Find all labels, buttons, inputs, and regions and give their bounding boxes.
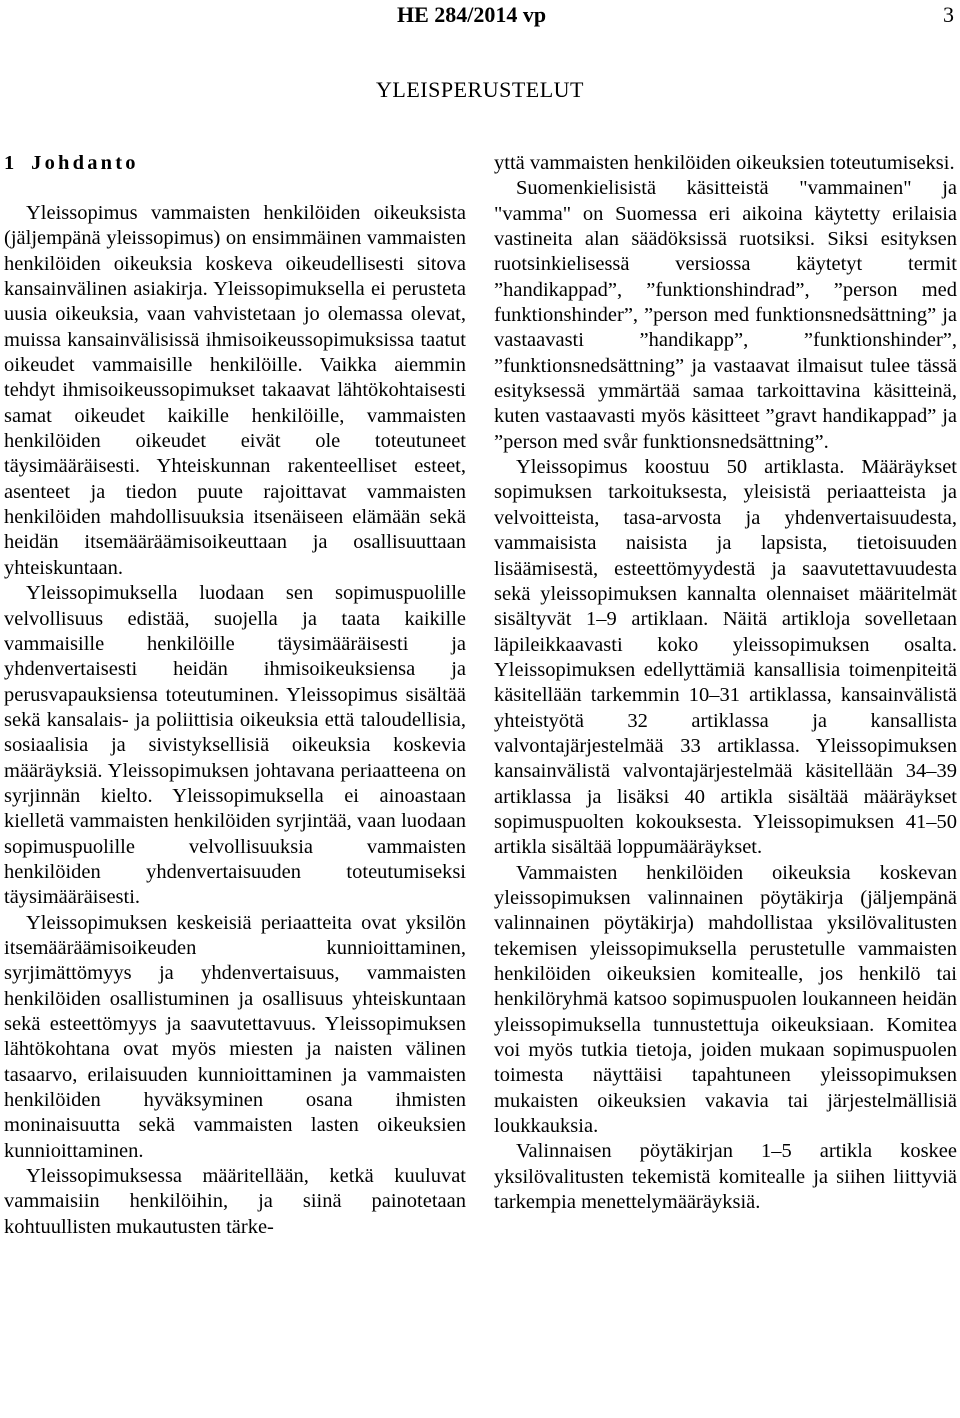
paragraph: Valinnaisen pöytäkirjan 1–5 artikla koskee yksilövalitusten tekemistä komitealle ja siihen liittyviä tarkempia menettelymääräyksiä.	[494, 1140, 957, 1214]
paragraph: Yleissopimus koostuu 50 artiklasta. Määräykset sopimuksen tarkoituksesta, yleisistä periaatteista ja velvoitteista, tasa-arvosta ja yhdenvertaisuudesta, vammaisista naisista ja lapsista, tietoisuuden lisäämisestä, esteettömyydestä ja saavutettavuudesta sekä yleissopimuksen kannalta olennaiset määritelmät sisältyvät 1–9 artiklaan. Näitä artikloja sovelletaan läpileikkaavasti koko yleissopimuksen osalta. Yleissopimuksen edellyttämiä kansallisia toimenpiteitä käsitellään tarkemmin 10–31 artiklassa, kansainvälistä yhteistyötä 32 artiklassa ja kansallista valvontajärjestelmää 33 artiklassa. Yleissopimuksen kansainvälistä valvontajärjestelmää käsitellään 34–39 artiklassa ja lisäksi 40 artikla sisältää määräykset sopimuspuolten kokouksesta. Yleissopimuksen 41–50 artikla sisältää loppumääräykset.	[494, 456, 957, 859]
paragraph: Yleissopimuksen keskeisiä periaatteita ovat yksilön itsemääräämisoikeuden kunnioittaminen, syrjimättömyys ja yhdenvertaisuus, vammaisten henkilöiden osallistuminen ja osallisuus yhteiskuntaan sekä esteettömyys ja saavutettavuus. Yleissopimuksen lähtökohtana ovat myös miesten ja naisten välinen tasaarvo, erilaisuuden kunnioittaminen ja vammaisten henkilöiden hyväksyminen osana ihmisten moninaisuutta sekä vammaisten lasten oikeuksien kunnioittaminen.	[4, 911, 466, 1162]
right-column	[494, 151, 957, 1215]
chapter-heading	[4, 151, 466, 201]
paragraph: Yleissopimuksessa määritellään, ketkä kuuluvat vammaisiin henkilöihin, ja siinä painotetaan kohtuullisten mukautusten tärke-	[4, 1165, 466, 1238]
paragraph: Vammaisten henkilöiden oikeuksia koskevan yleissopimuksen valinnainen pöytäkirja (jäljempänä valinnainen pöytäkirja) mahdollistaa yksilövalitusten tekemisen yleissopimuksella perustetulle vammaisten henkilöiden oikeuksien komitealle, jos henkilö tai henkilöryhmä katsoo sopimuspuolen loukanneen heidän yleissopimuksella tunnustettuja oikeuksiaan. Komitea voi myös tutkia tietoja, joiden mukaan sopimuspuolen toimesta näyttäisi tapahtuneen yleissopimuksen mukaisten oikeuksien vakavia tai järjestelmällisiä loukkauksia.	[494, 861, 957, 1138]
paragraph: Yleissopimus vammaisten henkilöiden oikeuksista (jäljempänä yleissopimus) on ensimmäinen vammaisten henkilöiden oikeuksia koskeva oikeudellisesti sitova kansainvälinen asiakirja. Yleissopimuksella ei perusteta uusia oikeuksia, vaan vahvistetaan jo olemassa olevat, muissa kansainvälisissä ihmisoikeussopimuksissa taatut oikeudet vammaisille henkilöille. Vaikka aiemmin tehdyt ihmisoikeussopimukset takaavat lähtökohtaisesti samat oikeudet kaikille henkilöille, vammaisten henkilöiden oikeudet eivät ole toteutuneet täysimääräisesti. Yhteiskunnan rakenteelliset esteet, asenteet ja tiedon puute rajoittavat vammaisten henkilöiden mahdollisuuksia itsenäiseen elämään sekä heidän itsemääräämisoikeuttaan ja osallisuuttaan yhteiskuntaan.	[4, 202, 466, 579]
paragraph-continued: yttä vammaisten henkilöiden oikeuksien toteutumiseksi.	[494, 152, 955, 174]
page-number: 3	[943, 2, 954, 27]
paragraph: Yleissopimuksella luodaan sen sopimuspuolille velvollisuus edistää, suojella ja taata kaikille vammaisille henkilöille täysimääräisesti ja yhdenvertaisesti heidän ihmisoikeuksiensa ja perusvapauksiensa toteutuminen. Yleissopimus sisältää sekä kansalais- ja poliittisia oikeuksia että taloudellisia, sosiaalisia ja sivistyksellisiä oikeuksia koskevia määräyksiä. Yleissopimuksen johtavana periaatteena on syrjinnän kielto. Yleissopimuksella ei ainoastaan kielletä vammaisten henkilöiden syrjintää, vaan luodaan sopimuspuolille velvollisuuksia vammaisten henkilöiden yhdenvertaisuuden toteutumiseksi täysimääräisesti.	[4, 582, 466, 909]
chapter-number: 1	[4, 152, 15, 174]
page-header	[0, 0, 960, 34]
running-head: HE 284/2014 vp	[397, 2, 547, 27]
chapter-title: Johdanto	[31, 152, 139, 174]
section-title: YLEISPERUSTELUT	[376, 77, 584, 102]
left-column	[4, 151, 466, 1240]
paragraph: Suomenkielisistä käsitteistä "vammainen" ja "vamma" on Suomessa eri aikoina käytetty erilaisia vastineita alan säädöksissä ruotsiksi. Siksi esityksen ruotsinkielisessä versiossa käytetyt termit ”handikappad”, ”funktionshindrad”, ”person med funktionshinder”, ”person med funktionsnedsättning” ja vastaavasti ”handikapp”, ”funktionshinder”, ”funktionsnedsättning” ja vastaavat ilmaisut tulee tässä esityksessä ymmärtää samaa tarkoittavina käsitteinä, kuten vastaavasti myös käsitteet ”gravt handikappad” ja ”person med svår funktionsnedsättning”.	[494, 177, 957, 453]
